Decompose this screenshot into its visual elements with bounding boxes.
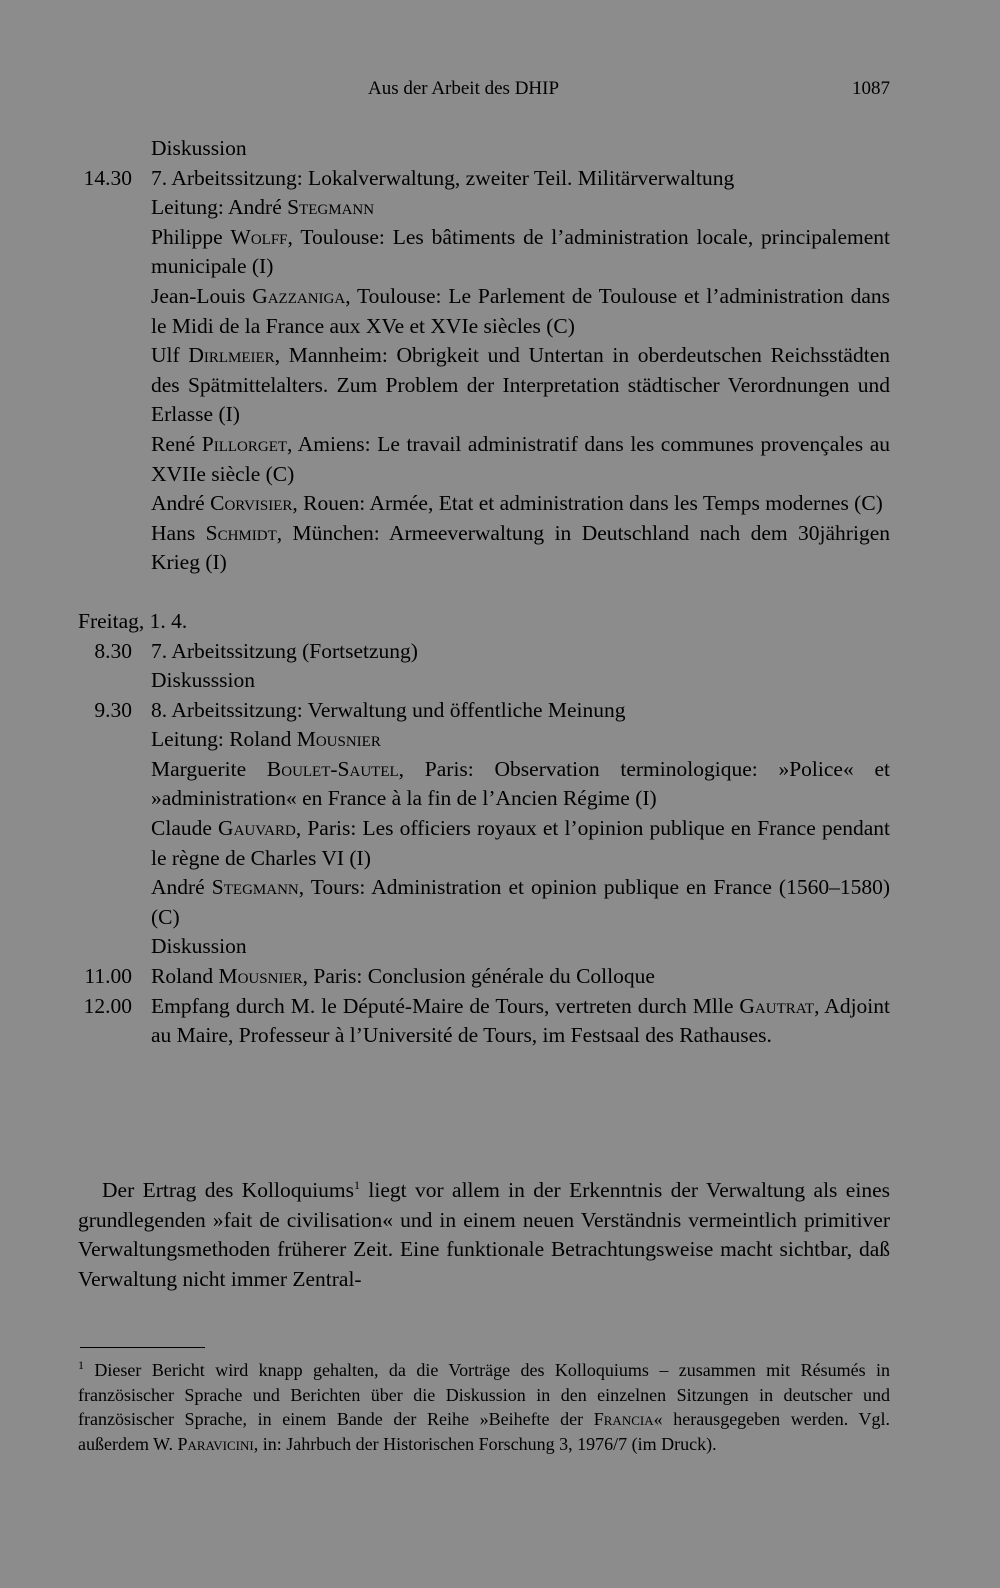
reception-text-cont: , Adjoint au Maire, Professeur à l’Université de Tours, im Festsaal des Rathauses. [151,993,890,1048]
talk-title: , München: Armeeverwaltung in Deutschland nach dem 30jährigen Krieg (I) [151,520,890,575]
talk-title: , Amiens: Le travail administratif dans les communes provençales au XVIIe siècle (C) [151,431,890,486]
schedule-entry [78,666,890,696]
body-text: Der Ertrag des Kolloquiums [102,1178,355,1202]
section-gap [78,578,890,607]
schedule-entry [78,164,890,194]
reception-host-name: Gautrat [739,993,815,1018]
time-label: 8.30 [94,638,132,663]
speaker-last: Pillorget [201,431,288,456]
running-header [78,78,890,108]
speaker-last: Mousnier [218,964,303,989]
footnote-rule [80,1347,205,1348]
talk-title: , Toulouse: Le Parlement de Toulouse et l’administration dans le Midi de la France aux XVe et XVIe siècles (C) [151,283,890,338]
time-label: 14.30 [83,165,132,190]
session-title: 7. Arbeitssitzung (Fortsetzung) [151,638,418,663]
speaker-last: Wolff [230,224,288,249]
talk-entry [78,489,890,519]
footnote-text: Dieser Bericht wird knapp gehalten, da die Vorträge des Kolloquiums – zusammen mit Résumés in französischer Sprache und Berichten über die Diskussion in den einzelnen Sitzungen in deutscher und französischer Sprache, in einem Bande der Reihe »Beihefte der [78,1360,890,1429]
talk-title: , Paris: Les officiers royaux et l’opinion publique en France pendant le règne de Charles VI (I) [151,816,890,870]
discussion-label: Diskussion [151,934,247,959]
schedule-entry [78,134,890,164]
running-title: Aus der Arbeit des DHIP [368,78,560,99]
speaker-first: Hans [151,520,206,545]
footnote-text-cont: « herausgegeben werden. Vgl. außerdem W. [78,1409,891,1454]
talk-entry [78,755,890,814]
speaker-first: René [151,431,202,456]
talk-entry [78,873,890,932]
session-chair [78,725,890,755]
talk-title: , Toulouse: Les bâtiments de l’administration locale, principalement municipale (I) [151,224,891,279]
speaker-first: Jean-Louis [151,283,253,308]
chair-name: Stegmann [287,195,375,220]
speaker-last: Dirlmeier [188,343,275,368]
talk-title: , Paris: Observation terminologique: »Police« et »administration« en France à la fin de l’Ancien Régime (I) [151,756,890,811]
journal-name: Francia [593,1409,654,1429]
footnote-text-end: , in: Jahrbuch der Historischen Forschung 3, 1976/7 (im Druck). [253,1433,717,1454]
talk-entry [78,282,890,341]
time-label: 12.00 [83,993,132,1018]
schedule-entry [78,637,890,667]
page-number: 1087 [852,78,890,99]
schedule-entry [78,932,890,962]
speaker-last: Gazzaniga [252,283,346,308]
speaker-first: Roland [151,964,219,989]
day-label: Freitag, 1. 4. [78,608,188,633]
speaker-first: André [151,875,212,900]
schedule-entry [78,696,890,726]
chair-name: Mousnier [296,727,381,752]
schedule-entry [78,992,890,1051]
session-title: 8. Arbeitssitzung: Verwaltung und öffentliche Meinung [151,697,626,722]
talk-title: , Mannheim: Obrigkeit und Untertan in oberdeutschen Reichsstädten des Spätmittelalters. Zum Problem der Interpretation städtischer Verordnungen und Erlasse (I) [151,343,890,427]
speaker-last: Corvisier [210,491,293,516]
footnote-reference: 1 [354,1177,361,1192]
speaker-first: Marguerite [151,756,267,781]
speaker-first: Ulf [151,343,189,368]
talk-entry [78,519,890,578]
body-text-cont: liegt vor allem in der Erkenntnis der Verwaltung als eines grundlegenden »fait de civilisation« und in einem neuen Verständnis vermeintlich primitiver Verwaltungsmethoden früherer Zeit. Eine funktionale Betrachtungsweise macht sichtbar, daß Verwaltung nicht immer Zentral- [78,1178,890,1291]
time-label: 11.00 [84,964,132,989]
speaker-first: André [151,491,211,516]
talk-entry [78,223,890,282]
talk-entry [78,430,890,489]
talk-entry [78,814,890,873]
speaker-first: Claude [151,816,219,841]
body-paragraph [78,1176,890,1294]
speaker-last: Stegmann [211,875,299,900]
program-schedule [78,134,890,1051]
chair-prefix: Leitung: André [151,195,288,220]
session-title: 7. Arbeitssitzung: Lokalverwaltung, zweiter Teil. Militärverwaltung [151,165,735,190]
speaker-last: Schmidt [205,520,277,545]
speaker-first: Philippe [151,224,231,249]
reception-text: Empfang durch M. le Député-Maire de Tours, vertreten durch Mlle [151,993,740,1018]
speaker-last: Boulet-Sautel [266,756,399,781]
session-chair [78,193,890,223]
footnote-mark: 1 [78,1358,84,1372]
schedule-entry [78,962,890,992]
talk-title: , Tours: Administration et opinion publique en France (1560–1580) (C) [151,875,890,929]
discussion-label: Diskusssion [151,668,255,693]
talk-entry [78,341,890,430]
author-name: Paravicini [177,1433,254,1454]
talk-title: , Rouen: Armée, Etat et administration dans les Temps modernes (C) [292,491,883,516]
time-label: 9.30 [94,697,132,722]
discussion-label: Diskussion [151,136,247,160]
chair-prefix: Leitung: Roland [151,727,297,752]
speaker-last: Gauvard [218,816,296,841]
footnote [78,1358,890,1456]
talk-title: , Paris: Conclusion générale du Colloque [302,964,655,989]
